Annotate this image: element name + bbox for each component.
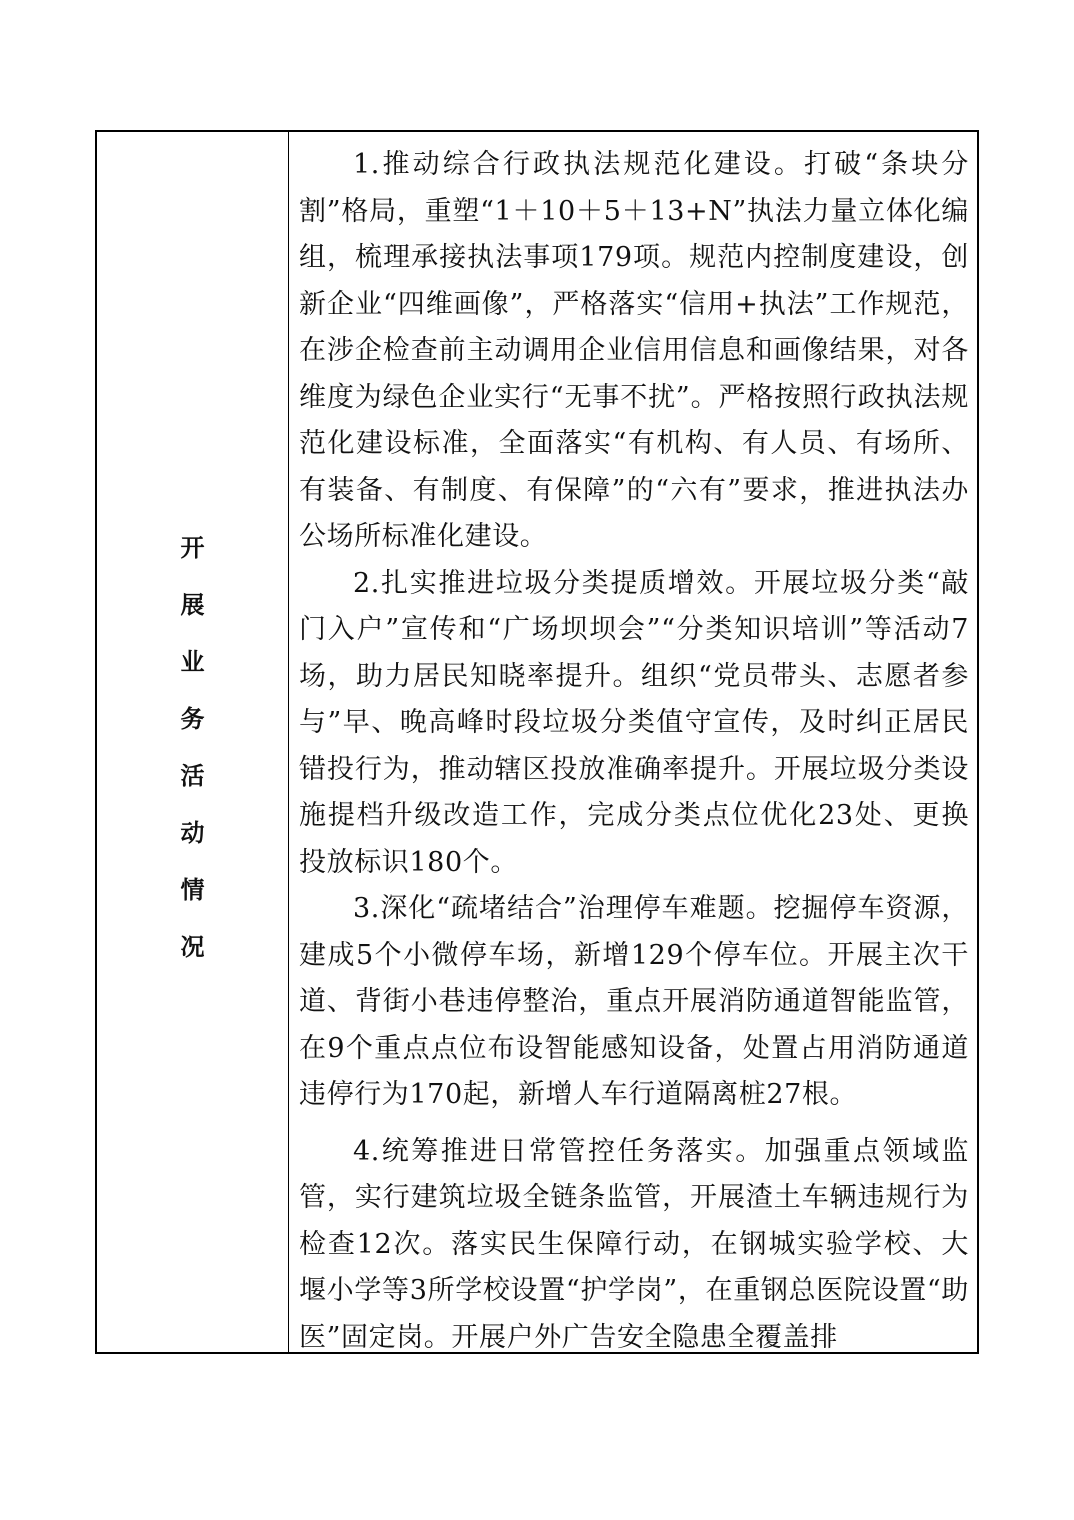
section-label-char: 开 [180, 534, 205, 562]
activity-table [95, 130, 979, 1354]
section-label-char: 展 [180, 591, 205, 619]
section-label-char: 务 [180, 705, 205, 733]
paragraph-parking: 3.深化“疏堵结合”治理停车难题。挖掘停车资源，建成5个小微停车场，新增129个停车位。开展主次干道、背街小巷违停整治，重点开展消防通道智能监管，在9个重点点位布设智能感知设备，处置占用消防通道违停行为170起，新增人车行道隔离桩27根。 [299, 893, 969, 1110]
section-label-char: 业 [180, 648, 205, 676]
section-label-cell [97, 132, 289, 1352]
section-label-char: 况 [180, 933, 205, 961]
section-label-char: 情 [180, 876, 205, 904]
content-cell [289, 132, 977, 1352]
paragraph-law-enforcement: 1.推动综合行政执法规范化建设。打破“条块分割”格局，重塑“1＋10＋5＋13+N”执法力量立体化编组，梳理承接执法事项179项。规范内控制度建设，创新企业“四维画像”，严格落实“信用+执法”工作规范，在涉企检查前主动调用企业信用信息和画像结果，对各维度为绿色企业实行“无事不扰”。严格按照行政执法规范化建设标准，全面落实“有机构、有人员、有场所、有装备、有制度、有保障”的“六有”要求，推进执法办公场所标准化建设。 [299, 149, 969, 552]
section-label-char: 活 [180, 762, 205, 790]
section-label [181, 520, 205, 976]
paragraph-garbage-sorting: 2.扎实推进垃圾分类提质增效。开展垃圾分类“敲门入户”宣传和“广场坝坝会”“分类知识培训”等活动7场，助力居民知晓率提升。组织“党员带头、志愿者参与”早、晚高峰时段垃圾分类值守宣传，及时纠正居民错投行为，推动辖区投放准确率提升。开展垃圾分类设施提档升级改造工作，完成分类点位优化23处、更换投放标识180个。 [299, 567, 969, 878]
paragraph-daily-control: 4.统筹推进日常管控任务落实。加强重点领域监管，实行建筑垃圾全链条监管，开展渣土车辆违规行为检查12次。落实民生保障行动，在钢城实验学校、大堰小学等3所学校设置“护学岗”，在重钢总医院设置“助医”固定岗。开展户外广告安全隐患全覆盖排 [299, 1135, 969, 1352]
section-label-char: 动 [180, 819, 205, 847]
